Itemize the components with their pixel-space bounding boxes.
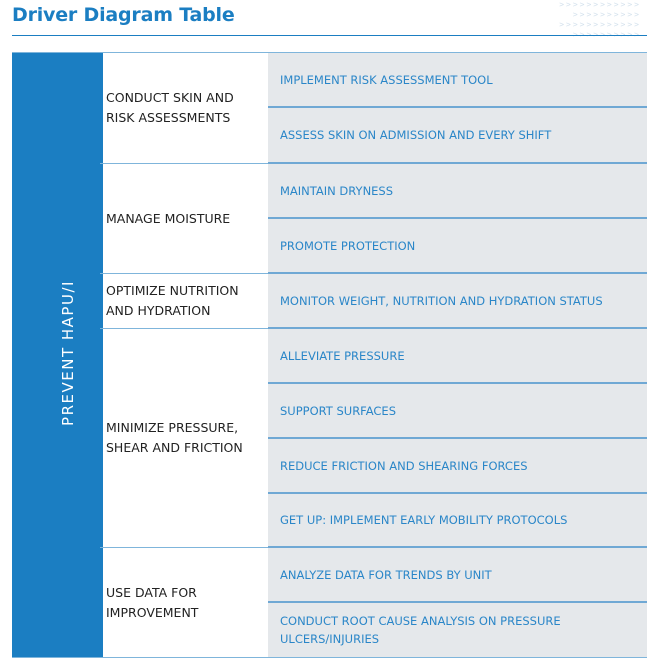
table-bottom-rule bbox=[12, 657, 647, 658]
change-idea-text: PROMOTE PROTECTION bbox=[280, 238, 416, 253]
change-idea bbox=[268, 384, 647, 437]
change-idea bbox=[268, 164, 647, 217]
chevron-pattern-decoration: >>>>>>>>>>>> >>>>>>>>>> >>>>>>>>>>>> bbox=[559, 0, 641, 29]
secondary-driver-label: OPTIMIZE NUTRITION AND HYDRATION bbox=[106, 283, 239, 318]
change-idea-text: SUPPORT SURFACES bbox=[280, 403, 396, 418]
page-title: Driver Diagram Table bbox=[12, 4, 235, 26]
change-idea bbox=[268, 329, 647, 382]
change-idea-text: REDUCE FRICTION AND SHEARING FORCES bbox=[280, 458, 528, 473]
secondary-driver bbox=[100, 548, 268, 657]
change-idea-text: IMPLEMENT RISK ASSESSMENT TOOL bbox=[280, 72, 493, 87]
change-idea-text: CONDUCT ROOT CAUSE ANALYSIS ON PRESSURE ULCERS/INJURIES bbox=[280, 614, 561, 646]
primary-driver-label: PREVENT HAPU/I bbox=[59, 280, 77, 426]
change-idea bbox=[268, 548, 647, 601]
title-underline bbox=[12, 35, 647, 36]
secondary-driver bbox=[100, 274, 268, 328]
secondary-driver-label: MANAGE MOISTURE bbox=[106, 210, 231, 226]
change-idea-text: GET UP: IMPLEMENT EARLY MOBILITY PROTOCOLS bbox=[280, 513, 568, 527]
change-idea-text: MONITOR WEIGHT, NUTRITION AND HYDRATION STATUS bbox=[280, 293, 603, 308]
secondary-driver-label: MINIMIZE PRESSURE, SHEAR AND FRICTION bbox=[106, 420, 243, 455]
change-idea bbox=[268, 274, 647, 327]
change-idea bbox=[268, 494, 647, 546]
change-idea bbox=[268, 53, 647, 106]
change-idea-text: ASSESS SKIN ON ADMISSION AND EVERY SHIFT bbox=[280, 128, 552, 142]
change-idea bbox=[268, 219, 647, 272]
primary-driver-cell bbox=[12, 53, 100, 657]
change-idea-text: ANALYZE DATA FOR TRENDS BY UNIT bbox=[280, 567, 492, 582]
change-idea-text: ALLEVIATE PRESSURE bbox=[280, 348, 405, 363]
secondary-driver-label: CONDUCT SKIN AND RISK ASSESSMENTS bbox=[106, 90, 234, 125]
change-idea-text: MAINTAIN DRYNESS bbox=[280, 183, 394, 198]
change-idea bbox=[268, 108, 647, 162]
secondary-driver bbox=[100, 164, 268, 273]
secondary-driver bbox=[100, 53, 268, 163]
secondary-driver bbox=[100, 329, 268, 547]
secondary-driver-label: USE DATA FOR IMPROVEMENT bbox=[106, 584, 199, 620]
change-idea bbox=[268, 439, 647, 492]
change-idea bbox=[268, 603, 647, 657]
